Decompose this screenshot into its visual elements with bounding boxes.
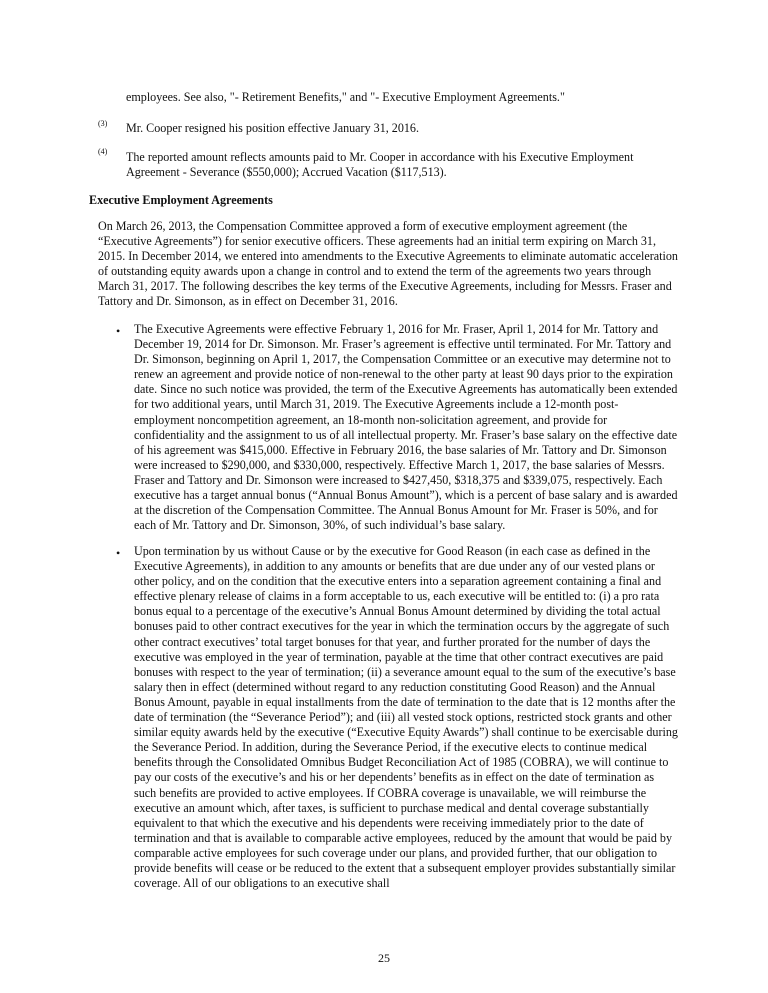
bullet-2-symbol: • bbox=[116, 546, 121, 560]
bullet-1-symbol: • bbox=[116, 324, 121, 338]
section-heading: Executive Employment Agreements bbox=[89, 193, 273, 207]
footnote-4-text: The reported amount reflects amounts paid to Mr. Cooper in accordance with his Executive Employment Agreement - Severance ($550,000); Accrued Vacation ($117,513). bbox=[126, 150, 634, 180]
footnote-4-marker: (4) bbox=[98, 147, 108, 156]
footnote-3-text: Mr. Cooper resigned his position effective January 31, 2016. bbox=[126, 121, 419, 135]
intro-paragraph: On March 26, 2013, the Compensation Committee approved a form of executive employment agreement (the “Executive Agreements”) for senior executive officers. These agreements had an initial term expiring on March 31, 2015. In December 2014, we entered into amendments to the Executive Agreements to eliminate automatic acceleration of outstanding equity awards upon a change in control and to extend the term of the agreements two years through March 31, 2017. The following describes the key terms of the Executive Agreements, including for Messrs. Fraser and Tattory and Dr. Simonson, as in effect on December 31, 2016. bbox=[98, 219, 678, 309]
bullet-2-text: Upon termination by us without Cause or by the executive for Good Reason (in each case as defined in the Executive Agreements), in addition to any amounts or benefits that are due under any of our vested plans or other policy, and on the condition that the executive enters into a separation agreement containing a final and effective plenary release of claims in a form acceptable to us, each executive will be entitled to: (i) a pro rata bonus equal to a percentage of the executive’s Annual Bonus Amount determined by dividing the total actual bonuses paid to other contract executives for the year in which the termination occurs by the aggregate of such other contract executives’ total target bonuses for that year, and further prorated for the number of days the executive was employed in the year of termination, payable at the time that other contract executives are paid bonuses with respect to the year of termination; (ii) a severance amount equal to the sum of the executive’s base salary then in effect (determined without regard to any reduction constituting Good Reason) and the Annual Bonus Amount, payable in equal installments from the date of termination to the date that is 12 months after the date of termination (the “Severance Period”); and (iii) all vested stock options, restricted stock grants and other similar equity awards held by the executive (“Executive Equity Awards”) shall continue to be exercisable during the Severance Period. In addition, during the Severance Period, if the executive elects to continue medical benefits through the Consolidated Omnibus Budget Reconciliation Act of 1985 (COBRA), we will continue to pay our costs of the executive’s and his or her dependents’ benefits as in effect on the date of termination as such benefits are provided to active employees. If COBRA coverage is unavailable, we will reimburse the executive an amount which, after taxes, is sufficient to purchase medical and dental coverage substantially equivalent to that which the executive and his dependents were receiving immediately prior to the date of termination and that is available to comparable active employees, reduced by the amount that would be paid by comparable active employees for such coverage under our plans, and provided further, that our obligation to provide benefits will cease or be reduced to the extent that a subsequent employer provides substantially similar coverage. All of our obligations to an executive shall bbox=[134, 544, 678, 891]
footnote-3-marker: (3) bbox=[98, 119, 108, 128]
page-number: 25 bbox=[378, 951, 390, 965]
footnote-continuation: employees. See also, "- Retirement Benefits," and "- Executive Employment Agreements." bbox=[126, 90, 565, 104]
bullet-1-text: The Executive Agreements were effective February 1, 2016 for Mr. Fraser, April 1, 2014 for Mr. Tattory and December 19, 2014 for Dr. Simonson. Mr. Fraser’s agreement is effective until terminated. For Mr. Tattory and Dr. Simonson, beginning on April 1, 2017, the Compensation Committee or an executive may determine not to renew an agreement and provide notice of non-renewal to the other party at least 90 days prior to the expiration date. Since no such notice was provided, the term of the Executive Agreements has automatically been extended for two additional years, until March 31, 2019. The Executive Agreements include a 12-month post-employment noncompetition agreement, an 18-month non-solicitation agreement, and provide for confidentiality and the assignment to us of all intellectual property. Mr. Fraser’s base salary on the effective date of his agreement was $415,000. Effective in February 2016, the base salaries of Mr. Tattory and Dr. Simonson were increased to $290,000, and $330,000, respectively. Effective March 1, 2017, the base salaries of Messrs. Fraser and Tattory and Dr. Simonson were increased to $427,450, $318,375 and $339,075, respectively. Each executive has a target annual bonus (“Annual Bonus Amount”), which is a percent of base salary and is awarded at the discretion of the Compensation Committee. The Annual Bonus Amount for Mr. Fraser is 50%, and for each of Mr. Tattory and Dr. Simonson, 30%, of such individual’s base salary. bbox=[134, 322, 678, 533]
